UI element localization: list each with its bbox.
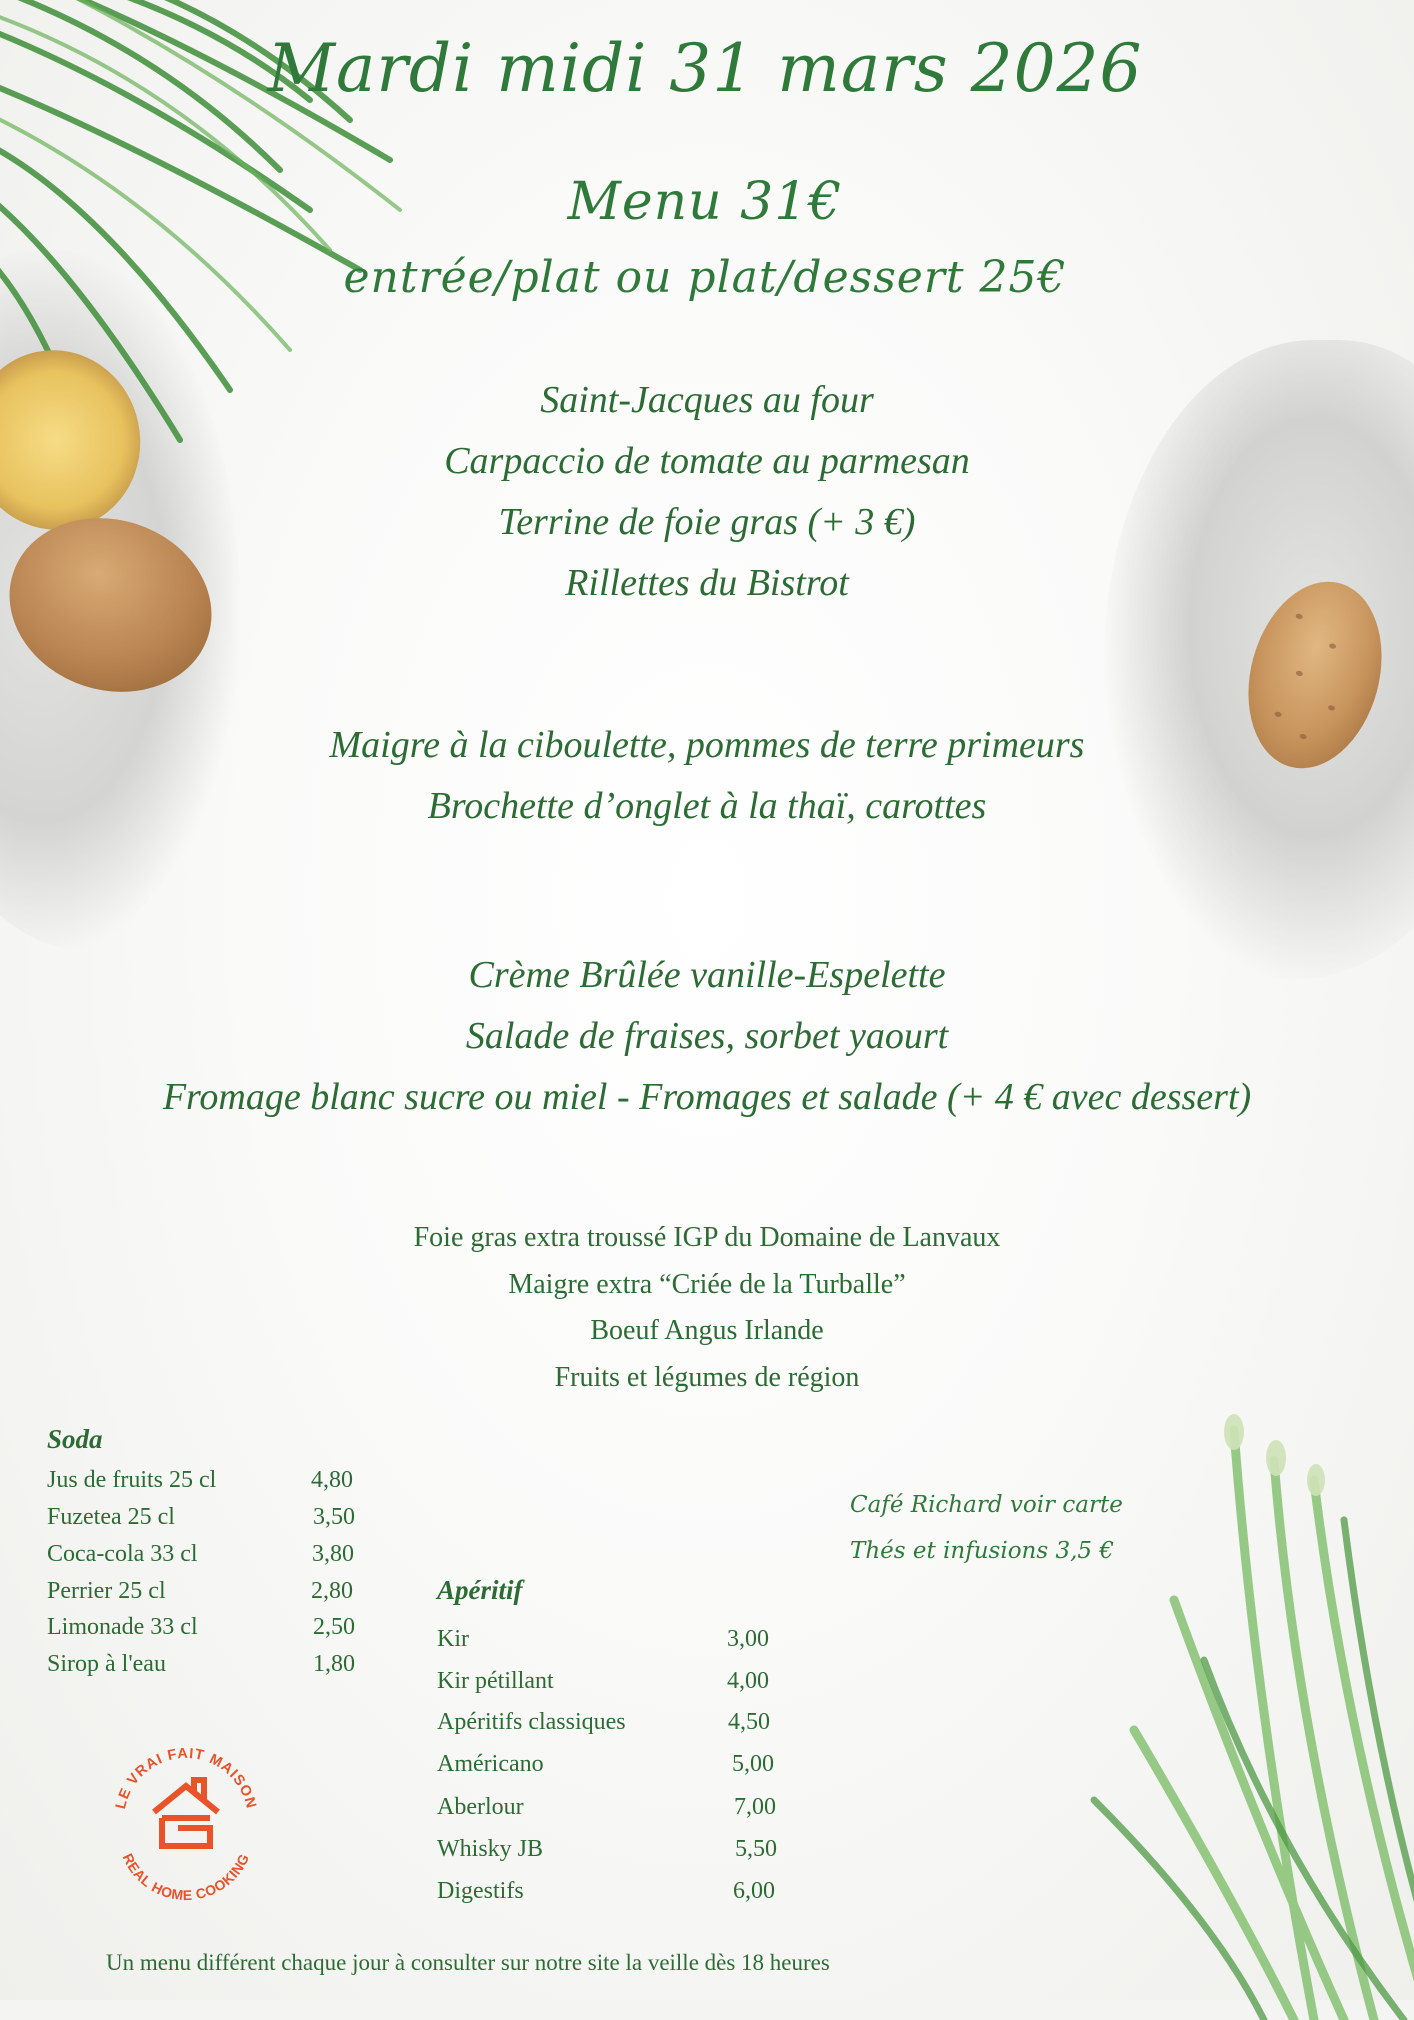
house-icon — [154, 1780, 218, 1846]
soda-row — [47, 1462, 377, 1499]
svg-text:REAL HOME COOKING — [120, 1851, 253, 1903]
footer-note: Un menu différent chaque jour à consulter sur notre site la veille dès 18 heures — [106, 1950, 830, 1975]
aperitif-row — [437, 1831, 797, 1868]
aperitif-row — [437, 1663, 797, 1700]
soda-name: Limonade 33 cl — [47, 1614, 198, 1640]
aperitif-name: Aberlour — [437, 1794, 524, 1820]
fait-maison-logo — [96, 1728, 276, 1908]
coffee-line: Café Richard voir carte — [850, 1492, 1123, 1518]
aperitif-price: 4,00 — [727, 1668, 769, 1694]
main-item: Brochette d’onglet à la thaï, carottes — [427, 785, 987, 827]
menu-price: Menu 31€ — [567, 172, 843, 232]
aperitif-price: 7,00 — [734, 1794, 776, 1820]
aperitif-row — [437, 1704, 797, 1741]
aperitif-name: Kir — [437, 1626, 469, 1652]
formula-price: entrée/plat ou plat/dessert 25€ — [343, 252, 1067, 303]
soda-name: Fuzetea 25 cl — [47, 1504, 175, 1530]
soda-name: Perrier 25 cl — [47, 1578, 166, 1604]
starter-item: Carpaccio de tomate au parmesan — [444, 440, 970, 482]
soda-price: 1,80 — [313, 1651, 355, 1677]
dessert-item: Crème Brûlée vanille-Espelette — [468, 954, 946, 996]
soda-row — [47, 1536, 377, 1573]
soda-row — [47, 1646, 377, 1683]
svg-text:LE VRAI FAIT MAISON — [113, 1746, 259, 1811]
logo-bottom-text: REAL HOME COOKING — [119, 1850, 253, 1904]
mains-list — [0, 715, 1414, 837]
sourcing-item: Boeuf Angus Irlande — [590, 1315, 824, 1346]
aperitif-name: Digestifs — [437, 1878, 524, 1904]
aperitif-row — [437, 1873, 797, 1910]
aperitif-row — [437, 1789, 797, 1826]
menu-date-title: Mardi midi 31 mars 2026 — [267, 30, 1143, 107]
sourcing-list — [0, 1215, 1414, 1401]
desserts-list — [0, 945, 1414, 1128]
aperitif-price: 6,00 — [733, 1878, 775, 1904]
hot-drinks-list — [850, 1482, 1123, 1574]
aperitif-name: Apéritifs classiques — [437, 1709, 626, 1735]
aperitif-name: Kir pétillant — [437, 1668, 554, 1694]
soda-price: 2,80 — [311, 1578, 353, 1604]
soda-price: 3,80 — [312, 1541, 354, 1567]
soda-price: 4,80 — [311, 1467, 353, 1493]
aperitif-price: 4,50 — [728, 1709, 770, 1735]
sourcing-item: Fruits et légumes de région — [554, 1361, 860, 1393]
soda-name: Jus de fruits 25 cl — [47, 1467, 217, 1493]
dessert-item: Fromage blanc sucre ou miel - Fromages et salade (+ 4 € avec dessert) — [162, 1076, 1252, 1118]
soda-price: 2,50 — [313, 1614, 355, 1640]
soda-row — [47, 1609, 377, 1646]
aperitif-price: 5,50 — [735, 1836, 777, 1862]
aperitif-row — [437, 1621, 797, 1658]
soda-row — [47, 1573, 377, 1610]
soda-row — [47, 1499, 377, 1536]
soda-price: 3,50 — [313, 1504, 355, 1530]
soda-name: Sirop à l'eau — [47, 1651, 166, 1677]
logo-top-text: LE VRAI FAIT MAISON — [113, 1745, 260, 1811]
sourcing-item: Foie gras extra troussé IGP du Domaine de Lanvaux — [413, 1222, 1001, 1253]
sourcing-item: Maigre extra “Criée de la Turballe” — [508, 1268, 906, 1300]
aperitif-heading: Apéritif — [437, 1575, 523, 1605]
dessert-item: Salade de fraises, sorbet yaourt — [465, 1015, 949, 1057]
soda-name: Coca-cola 33 cl — [47, 1541, 198, 1567]
starter-item: Terrine de foie gras (+ 3 €) — [498, 501, 916, 543]
aperitif-row — [437, 1746, 797, 1783]
aperitif-price: 3,00 — [727, 1626, 769, 1652]
aperitif-price: 5,00 — [732, 1751, 774, 1777]
soda-heading: Soda — [47, 1424, 103, 1454]
starters-list — [0, 370, 1414, 614]
aperitif-name: Américano — [437, 1751, 544, 1777]
starter-item: Saint-Jacques au four — [540, 379, 874, 421]
aperitif-name: Whisky JB — [437, 1836, 544, 1862]
starter-item: Rillettes du Bistrot — [565, 562, 849, 604]
main-item: Maigre à la ciboulette, pommes de terre primeurs — [329, 724, 1085, 766]
tea-line: Thés et infusions 3,5 € — [850, 1538, 1114, 1564]
